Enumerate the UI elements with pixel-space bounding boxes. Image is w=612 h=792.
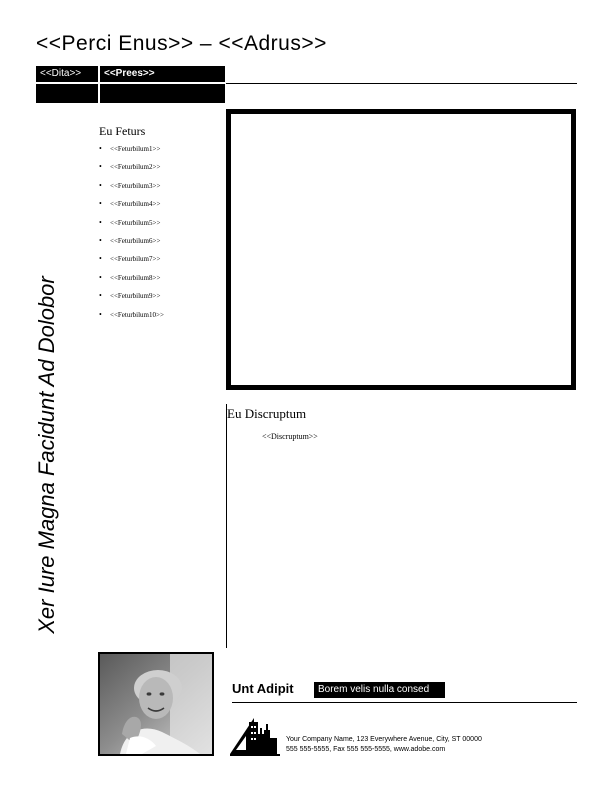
column-divider [226,404,227,648]
feature-label: <<Feturbilum6>> [110,236,161,245]
vertical-title: Xer Iure Magna Facidunt Ad Dolobor [34,276,59,634]
footer-badge: Borem velis nulla consed [314,682,445,698]
header-divider [226,83,577,84]
description-heading: Eu Discruptum [227,406,307,421]
feature-label: <<Feturbilum8>> [110,273,161,282]
bullet-icon: • [99,309,102,319]
feature-label: <<Feturbilum5>> [110,218,161,227]
feature-label: <<Feturbilum7>> [110,255,161,264]
city-skyline-logo-icon [230,714,280,756]
bullet-icon: • [99,199,102,209]
footer-heading: Unt Adipit [232,681,294,696]
page-title: <<Perci Enus>> – <<Adrus>> [36,32,327,55]
list-item [99,162,164,180]
description-body: <<Discruptum>> [262,432,318,441]
header-block-left [36,84,98,103]
bullet-icon: • [99,180,102,190]
dita-label: <<Dita>> [36,66,98,82]
list-item [99,254,164,272]
list-item [99,181,164,199]
bullet-icon: • [99,217,102,227]
feature-label: <<Feturbilum1>> [110,145,161,153]
photo-placeholder-frame [226,109,576,390]
header-block-right [100,84,225,103]
feature-label: <<Feturbilum4>> [110,200,161,209]
feature-label: <<Feturbilum3>> [110,181,161,190]
list-item [99,218,164,236]
portrait-illustration-icon [100,654,212,754]
footer-divider [232,702,577,703]
bullet-icon: • [99,254,102,264]
feature-label: <<Feturbilum10>> [110,310,164,319]
bullet-icon: • [99,235,102,245]
list-item [99,310,164,328]
feature-label: <<Feturbilum2>> [110,163,161,172]
list-item [99,291,164,309]
list-item [99,273,164,291]
list-item [99,236,164,254]
bullet-icon: • [99,162,102,172]
prees-label: <<Prees>> [100,66,225,82]
features-list [99,144,164,328]
bullet-icon: • [99,272,102,282]
portrait-photo [98,652,214,756]
list-item [99,144,164,162]
company-address: Your Company Name, 123 Everywhere Avenue, City, ST 00000 [286,736,482,743]
features-heading: Eu Feturs [99,124,146,138]
list-item [99,199,164,217]
company-contact: 555 555-5555, Fax 555 555-5555, www.adobe.com [286,746,446,753]
feature-label: <<Feturbilum9>> [110,292,161,301]
bullet-icon: • [99,291,102,301]
bullet-icon: • [99,144,102,153]
